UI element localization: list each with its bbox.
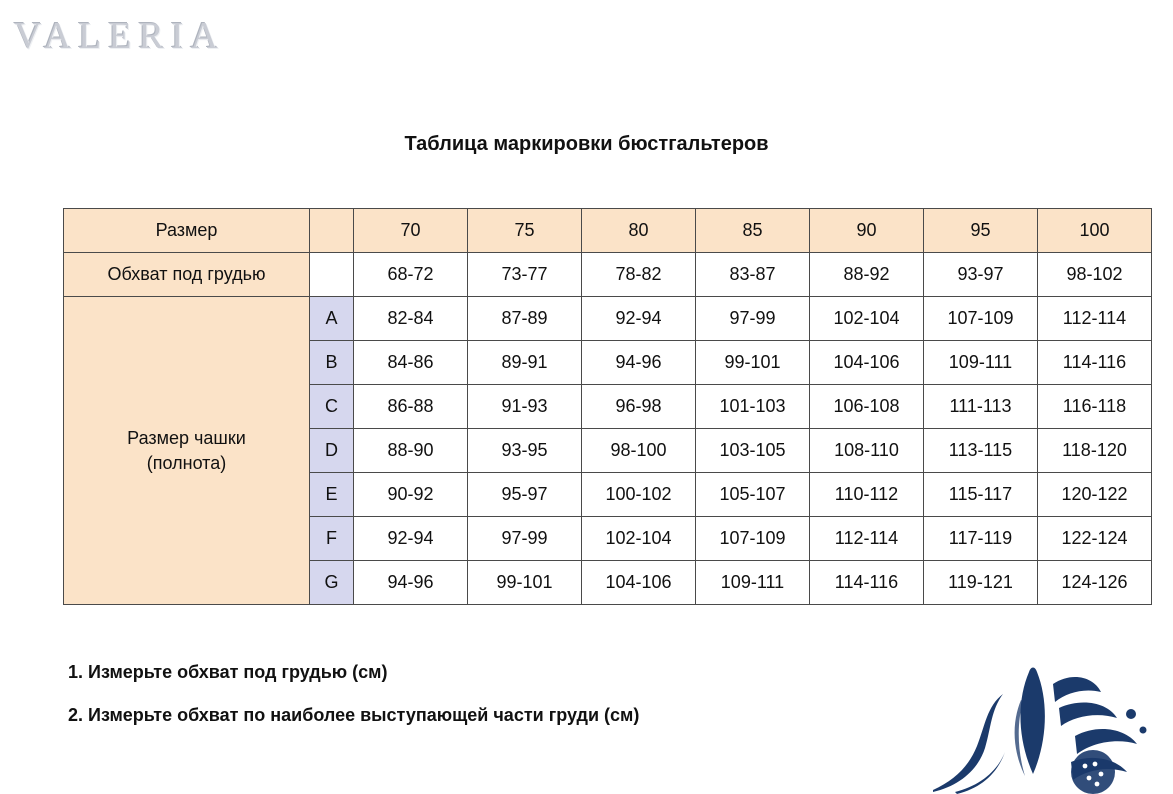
cup-f-value-100: 122-124 <box>1038 517 1152 561</box>
cup-g-value-100: 124-126 <box>1038 561 1152 605</box>
header-size-100: 100 <box>1038 209 1152 253</box>
cup-d-value-90: 108-110 <box>810 429 924 473</box>
cup-a-value-80: 92-94 <box>582 297 696 341</box>
underbust-value-75: 73-77 <box>468 253 582 297</box>
cup-b-value-90: 104-106 <box>810 341 924 385</box>
cup-a-value-85: 97-99 <box>696 297 810 341</box>
cup-g-value-90: 114-116 <box>810 561 924 605</box>
cup-a-value-90: 102-104 <box>810 297 924 341</box>
cup-d-value-95: 113-115 <box>924 429 1038 473</box>
cup-e-value-85: 105-107 <box>696 473 810 517</box>
header-size-75: 75 <box>468 209 582 253</box>
cup-letter-d: D <box>310 429 354 473</box>
cup-e-value-100: 120-122 <box>1038 473 1152 517</box>
cup-b-value-85: 99-101 <box>696 341 810 385</box>
cup-f-value-90: 112-114 <box>810 517 924 561</box>
underbust-value-95: 93-97 <box>924 253 1038 297</box>
cup-b-value-70: 84-86 <box>354 341 468 385</box>
header-size-70: 70 <box>354 209 468 253</box>
header-cup-spacer <box>310 209 354 253</box>
cup-e-value-75: 95-97 <box>468 473 582 517</box>
underbust-value-80: 78-82 <box>582 253 696 297</box>
cup-d-value-80: 98-100 <box>582 429 696 473</box>
underbust-cup-blank <box>310 253 354 297</box>
cup-b-value-75: 89-91 <box>468 341 582 385</box>
cup-b-value-95: 109-111 <box>924 341 1038 385</box>
flower-ornament-icon <box>925 654 1155 794</box>
measurement-instructions <box>68 662 888 748</box>
cup-a-value-75: 87-89 <box>468 297 582 341</box>
cup-a-value-95: 107-109 <box>924 297 1038 341</box>
bra-size-table <box>63 208 1152 605</box>
instruction-step-1: 1. Измерьте обхват под грудью (см) <box>68 662 388 682</box>
instruction-step-2: 2. Измерьте обхват по наиболее выступающей части груди (см) <box>68 705 640 725</box>
size-table-container <box>63 208 1128 605</box>
cup-section-label <box>64 297 310 605</box>
cup-section-label-line1: Размер чашки <box>127 428 246 449</box>
cup-d-value-85: 103-105 <box>696 429 810 473</box>
table-header-row <box>64 209 1152 253</box>
cup-g-value-80: 104-106 <box>582 561 696 605</box>
cup-d-value-70: 88-90 <box>354 429 468 473</box>
cup-letter-e: E <box>310 473 354 517</box>
cup-f-value-95: 117-119 <box>924 517 1038 561</box>
underbust-value-70: 68-72 <box>354 253 468 297</box>
table-row-underbust <box>64 253 1152 297</box>
underbust-value-100: 98-102 <box>1038 253 1152 297</box>
cup-d-value-75: 93-95 <box>468 429 582 473</box>
table-row-cup-a <box>64 297 1152 341</box>
cup-f-value-75: 97-99 <box>468 517 582 561</box>
cup-g-value-70: 94-96 <box>354 561 468 605</box>
cup-e-value-95: 115-117 <box>924 473 1038 517</box>
cup-d-value-100: 118-120 <box>1038 429 1152 473</box>
cup-c-value-95: 111-113 <box>924 385 1038 429</box>
cup-e-value-90: 110-112 <box>810 473 924 517</box>
cup-g-value-85: 109-111 <box>696 561 810 605</box>
header-size-90: 90 <box>810 209 924 253</box>
page-title: Таблица маркировки бюстгальтеров <box>404 133 769 155</box>
header-size-label: Размер <box>64 209 310 253</box>
cup-e-value-80: 100-102 <box>582 473 696 517</box>
cup-c-value-70: 86-88 <box>354 385 468 429</box>
cup-c-value-100: 116-118 <box>1038 385 1152 429</box>
cup-f-value-70: 92-94 <box>354 517 468 561</box>
cup-letter-a: A <box>310 297 354 341</box>
cup-a-value-70: 82-84 <box>354 297 468 341</box>
cup-letter-f: F <box>310 517 354 561</box>
cup-b-value-100: 114-116 <box>1038 341 1152 385</box>
cup-c-value-90: 106-108 <box>810 385 924 429</box>
cup-e-value-70: 90-92 <box>354 473 468 517</box>
underbust-value-85: 83-87 <box>696 253 810 297</box>
cup-b-value-80: 94-96 <box>582 341 696 385</box>
cup-letter-g: G <box>310 561 354 605</box>
cup-section-label-line2: (полнота) <box>146 452 227 473</box>
cup-f-value-85: 107-109 <box>696 517 810 561</box>
cup-g-value-95: 119-121 <box>924 561 1038 605</box>
cup-a-value-100: 112-114 <box>1038 297 1152 341</box>
header-size-80: 80 <box>582 209 696 253</box>
cup-f-value-80: 102-104 <box>582 517 696 561</box>
cup-letter-b: B <box>310 341 354 385</box>
cup-c-value-85: 101-103 <box>696 385 810 429</box>
underbust-value-90: 88-92 <box>810 253 924 297</box>
cup-c-value-80: 96-98 <box>582 385 696 429</box>
underbust-label: Обхват под грудью <box>64 253 310 297</box>
header-size-85: 85 <box>696 209 810 253</box>
cup-g-value-75: 99-101 <box>468 561 582 605</box>
header-size-95: 95 <box>924 209 1038 253</box>
cup-c-value-75: 91-93 <box>468 385 582 429</box>
cup-letter-c: C <box>310 385 354 429</box>
brand-logo: VALERIA <box>14 15 225 57</box>
